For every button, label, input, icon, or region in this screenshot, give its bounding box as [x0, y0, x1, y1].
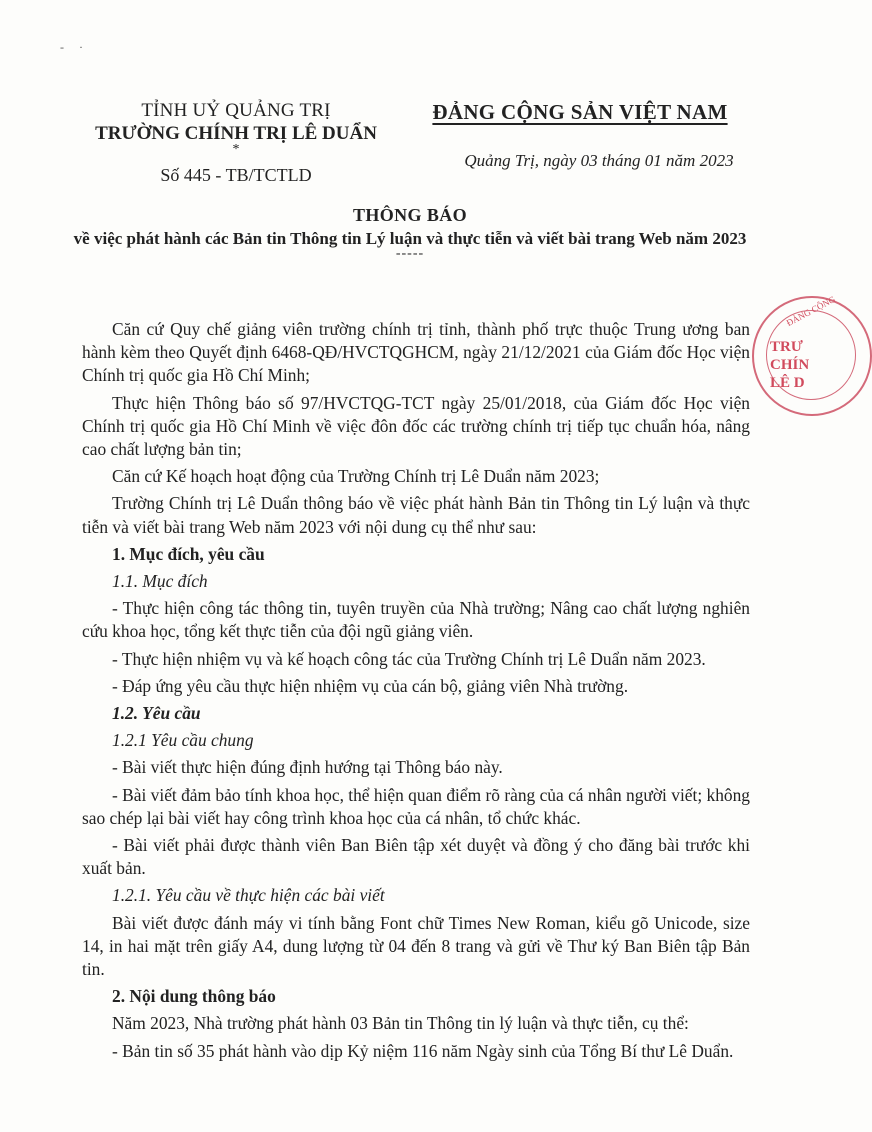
- bullet-item: - Bài viết phải được thành viên Ban Biên tập xét duyệt và đồng ý cho đăng bài trước khi xuất bản.: [82, 835, 750, 879]
- bullet-item: - Đáp ứng yêu cầu thực hiện nhiệm vụ của cán bộ, giảng viên Nhà trường.: [112, 675, 629, 696]
- national-block: [405, 100, 755, 171]
- bullet-item: - Thực hiện công tác thông tin, tuyên truyền của Nhà trường; Nâng cao chất lượng nghiên cứu khoa học, tổng kết thực tiễn của đội ngũ giảng viên.: [82, 598, 750, 642]
- seal-line: CHÍN: [770, 357, 810, 373]
- section-heading: 2. Nội dung thông báo: [112, 986, 276, 1007]
- title-separator: -----: [395, 246, 425, 261]
- party-name: ĐẢNG CỘNG SẢN VIỆT NAM: [432, 100, 728, 124]
- document-number: Số 445 - TB/TCTLD: [160, 165, 312, 185]
- subsubsection-heading: 1.2.1. Yêu cầu về thực hiện các bài viết: [112, 885, 385, 906]
- seal-line: LÊ D: [770, 375, 805, 391]
- seal-line: TRƯ: [770, 339, 803, 355]
- issuer-block: [76, 100, 396, 186]
- title-block: [70, 205, 750, 262]
- body-paragraph: Năm 2023, Nhà trường phát hành 03 Bản tin Thông tin lý luận và thực tiễn, cụ thể:: [112, 1013, 689, 1034]
- document-date: Quảng Trị, ngày 03 tháng 01 năm 2023: [464, 151, 734, 170]
- body-paragraph: Căn cứ Quy chế giảng viên trường chính trị tỉnh, thành phố trực thuộc Trung ương ban hành kèm theo Quyết định 6468-QĐ/HVCTQGHCM, ngày 21/12/2021 của Giám đốc Học viện Chính trị quốc gia Hồ Chí Minh;: [82, 319, 750, 386]
- bullet-item: - Thực hiện nhiệm vụ và kế hoạch công tác của Trường Chính trị Lê Duẩn năm 2023.: [112, 648, 706, 669]
- bullet-item: - Bản tin số 35 phát hành vào dịp Kỷ niệm 116 năm Ngày sinh của Tổng Bí thư Lê Duẩn.: [112, 1040, 734, 1061]
- issuer-province: TỈNH UỶ QUẢNG TRỊ: [141, 100, 331, 121]
- document-title: THÔNG BÁO: [352, 205, 468, 225]
- subsubsection-heading: 1.2.1 Yêu cầu chung: [112, 730, 254, 751]
- document-subtitle: về việc phát hành các Bản tin Thông tin Lý luận và thực tiễn và viết bài trang Web năm 2023: [73, 229, 747, 248]
- body-paragraph: Trường Chính trị Lê Duẩn thông báo về việc phát hành Bản tin Thông tin Lý luận và thực tiễn và viết bài trang Web năm 2023 với nội dung cụ thể như sau:: [82, 493, 750, 537]
- seal-center-text: [770, 338, 809, 392]
- seal-arc-text: ĐẢNG CỘNG: [784, 293, 837, 329]
- subsection-heading: 1.2. Yêu cầu: [112, 703, 201, 724]
- body-paragraph: Căn cứ Kế hoạch hoạt động của Trường Chính trị Lê Duẩn năm 2023;: [112, 466, 600, 487]
- subsection-heading: 1.1. Mục đích: [112, 571, 208, 592]
- body-paragraph: Thực hiện Thông báo số 97/HVCTQG-TCT ngày 25/01/2018, của Giám đốc Học viện Chính trị quốc gia Hồ Chí Minh về việc đôn đốc các trường chính trị tiếp tục chuẩn hóa, nâng cao chất lượng bản tin;: [82, 392, 750, 460]
- document-body: [82, 318, 750, 1063]
- red-seal-stamp: [752, 293, 872, 416]
- bullet-item: - Bài viết đảm bảo tính khoa học, thể hiện quan điểm rõ ràng của cá nhân người viết; không sao chép lại bài viết hay công trình khoa học của cá nhân, tổ chức khác.: [82, 784, 750, 828]
- body-paragraph: Bài viết được đánh máy vi tính bằng Font chữ Times New Roman, kiểu gõ Unicode, size 14, in hai mặt trên giấy A4, dung lượng từ 04 đến 8 trang và gửi về Thư ký Ban Biên tập Bản tin.: [82, 912, 750, 980]
- scan-mark: - ·: [60, 40, 89, 54]
- issuer-school: TRƯỜNG CHÍNH TRỊ LÊ DUẨN: [95, 123, 377, 144]
- issuer-star: *: [232, 142, 240, 157]
- bullet-item: - Bài viết thực hiện đúng định hướng tại Thông báo này.: [112, 757, 503, 778]
- section-heading: 1. Mục đích, yêu cầu: [112, 543, 265, 564]
